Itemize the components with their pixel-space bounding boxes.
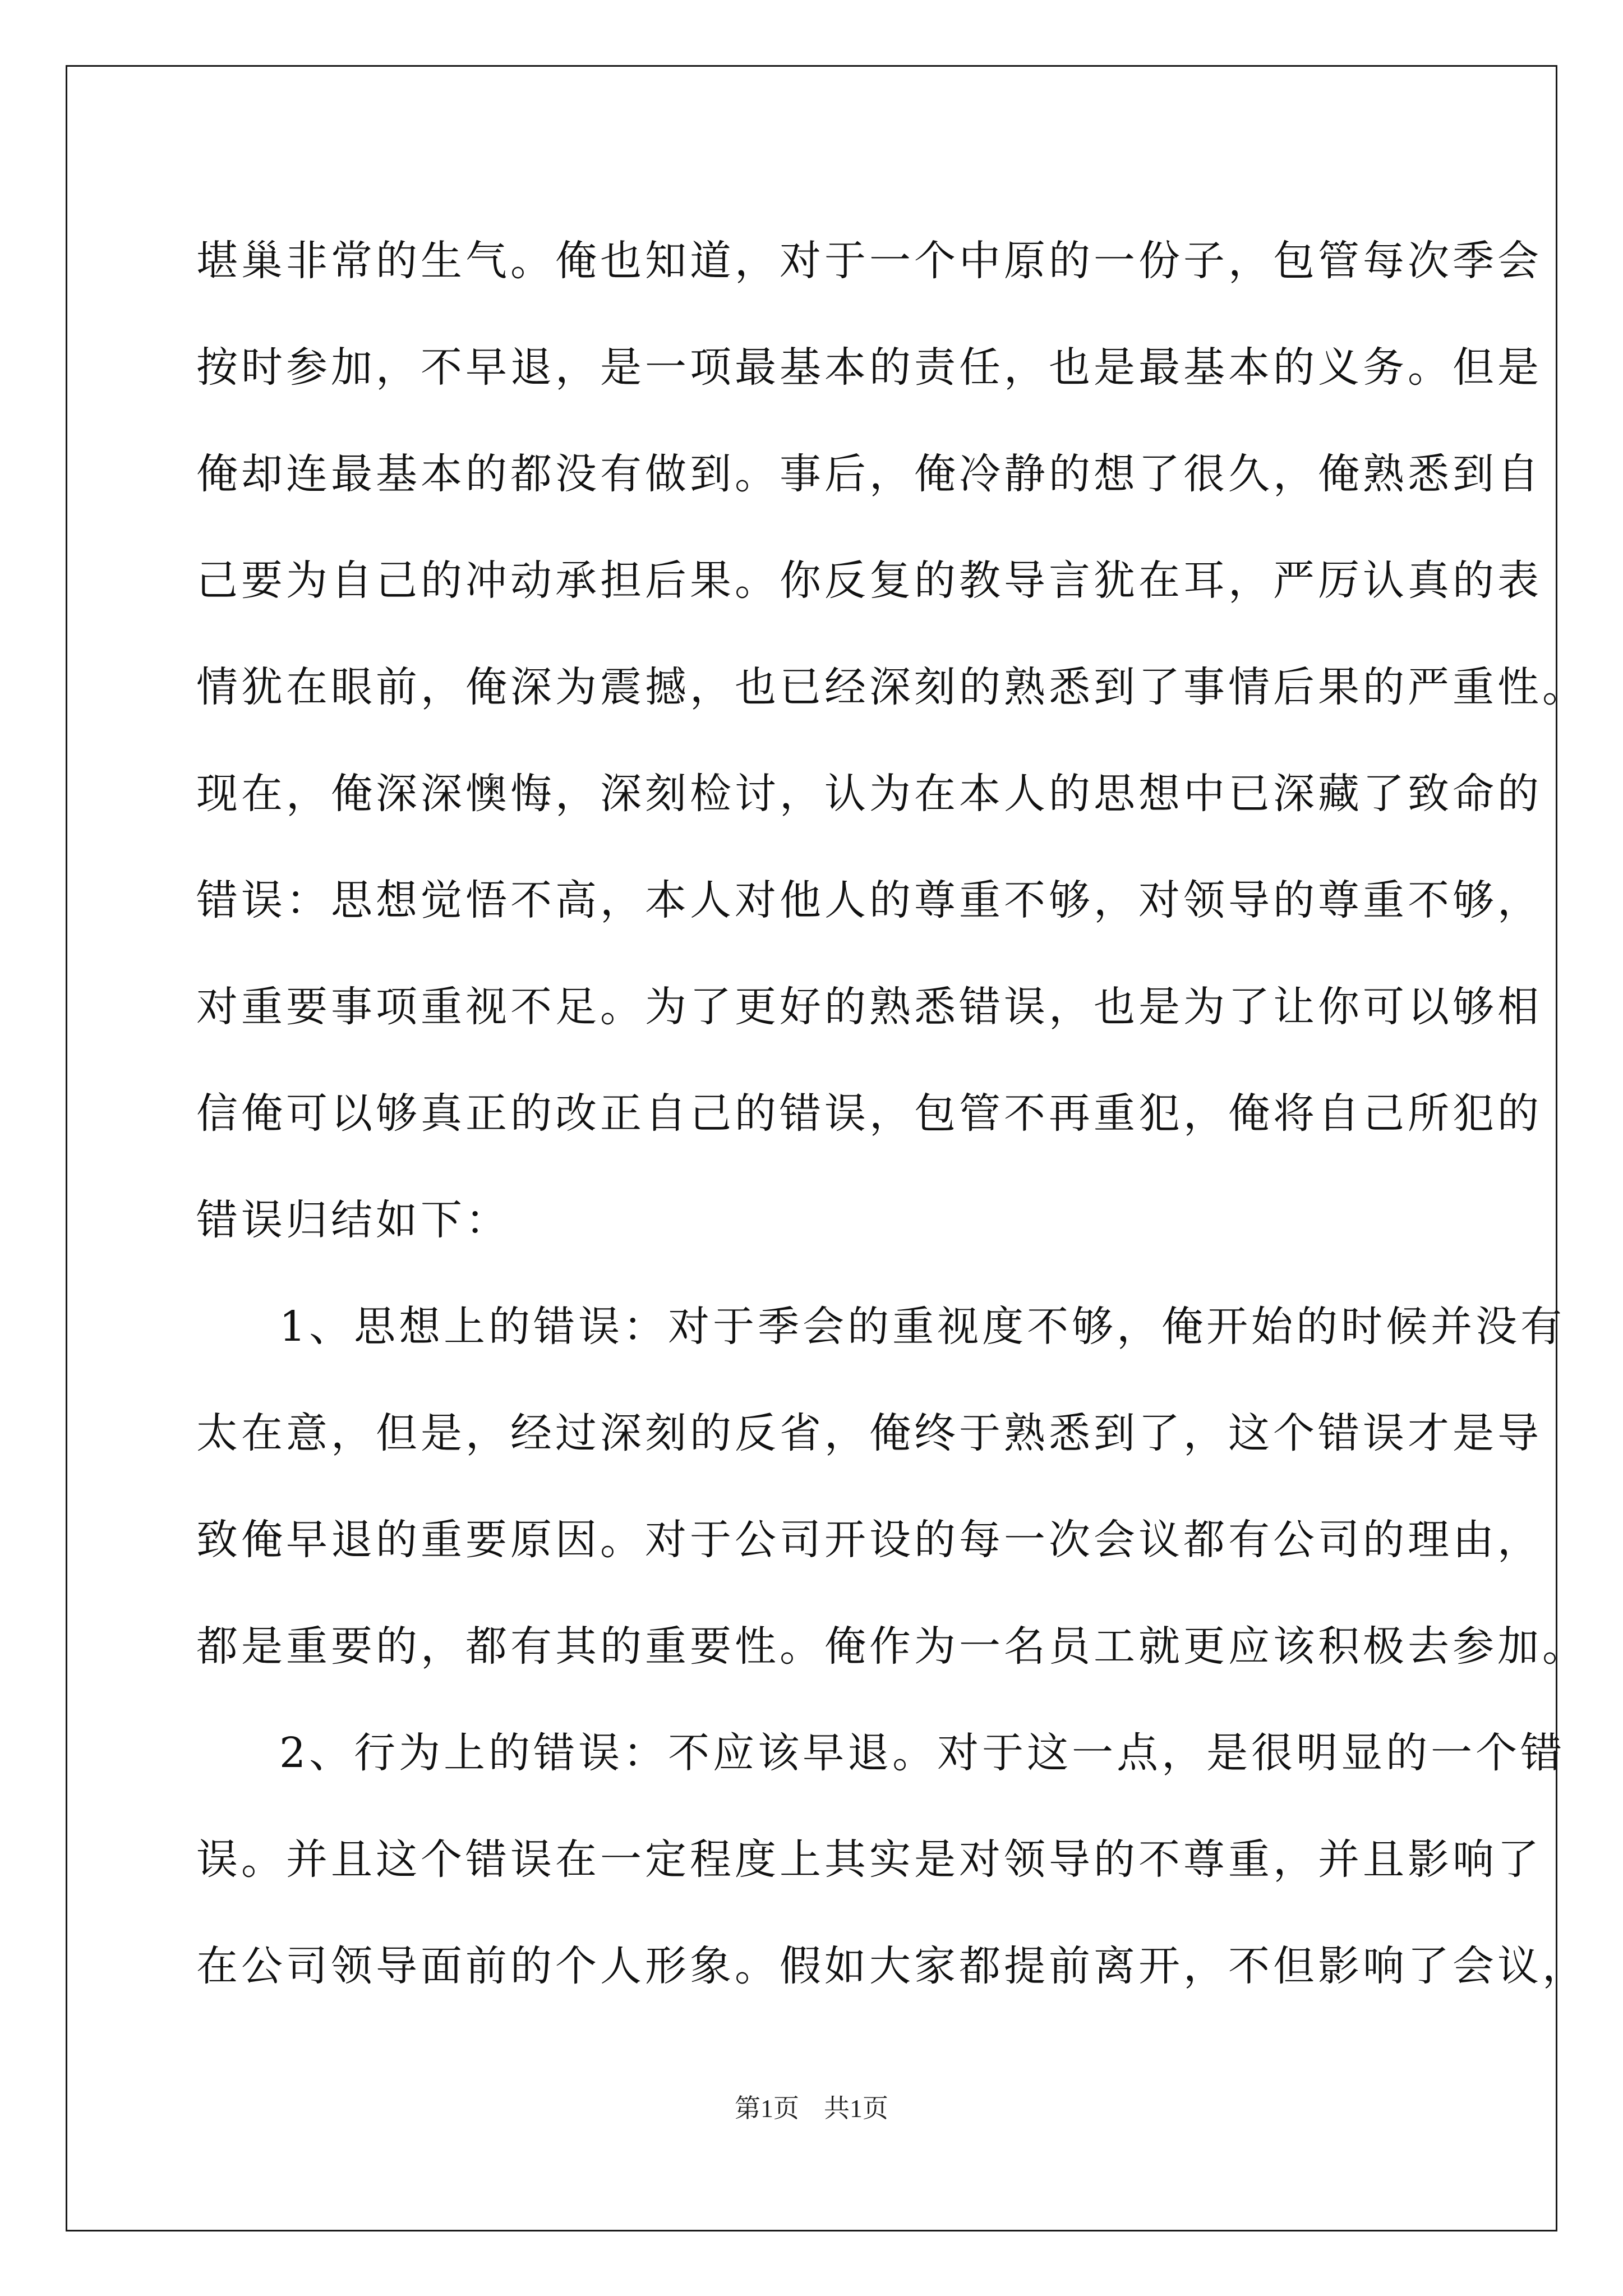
text-line: 己要为自己的冲动承担后果。你反复的教导言犹在耳，严厉认真的表 xyxy=(196,556,1542,605)
text-line: 在公司领导面前的个人形象。假如大家都提前离开，不但影响了会议， xyxy=(196,1942,1587,1990)
text-line: 错误归结如下： xyxy=(196,1196,510,1244)
text-line: 情犹在眼前，俺深为震撼，也已经深刻的熟悉到了事情后果的严重性。 xyxy=(196,663,1587,711)
text-line: 对重要事项重视不足。为了更好的熟悉错误，也是为了让你可以够相 xyxy=(196,983,1542,1031)
text-line: 信俺可以够真正的改正自己的错误，包管不再重犯，俺将自己所犯的 xyxy=(196,1089,1542,1138)
text-line: 俺却连最基本的都没有做到。事后，俺冷静的想了很久，俺熟悉到自 xyxy=(196,450,1542,498)
text-line: 误。并且这个错误在一定程度上其实是对领导的不尊重，并且影响了 xyxy=(196,1835,1542,1884)
text-line: 按时参加，不早退，是一项最基本的责任，也是最基本的义务。但是 xyxy=(196,343,1542,392)
document-body xyxy=(196,208,1587,2019)
text-line: 堪巢非常的生气。俺也知道，对于一个中原的一份子，包管每次季会 xyxy=(196,237,1542,285)
text-line: 都是重要的，都有其的重要性。俺作为一名员工就更应该积极去参加。 xyxy=(196,1622,1587,1671)
page-number: 第1页 xyxy=(735,2094,799,2123)
page-footer xyxy=(0,2088,1623,2125)
page-total: 共1页 xyxy=(824,2094,888,2123)
text-line: 致俺早退的重要原因。对于公司开设的每一次会议都有公司的理由， xyxy=(196,1516,1542,1564)
text-line: 错误：思想觉悟不高，本人对他人的尊重不够，对领导的尊重不够， xyxy=(196,876,1542,924)
paragraph-1-first-line: 1、思想上的错误：对于季会的重视度不够，俺开始的时候并没有 xyxy=(279,1303,1566,1351)
paragraph-2-first-line: 2、行为上的错误：不应该早退。对于这一点，是很明显的一个错 xyxy=(279,1729,1566,1777)
text-line: 太在意，但是，经过深刻的反省，俺终于熟悉到了，这个错误才是导 xyxy=(196,1409,1542,1457)
text-line: 现在，俺深深懊悔，深刻检讨，认为在本人的思想中已深藏了致命的 xyxy=(196,770,1542,818)
